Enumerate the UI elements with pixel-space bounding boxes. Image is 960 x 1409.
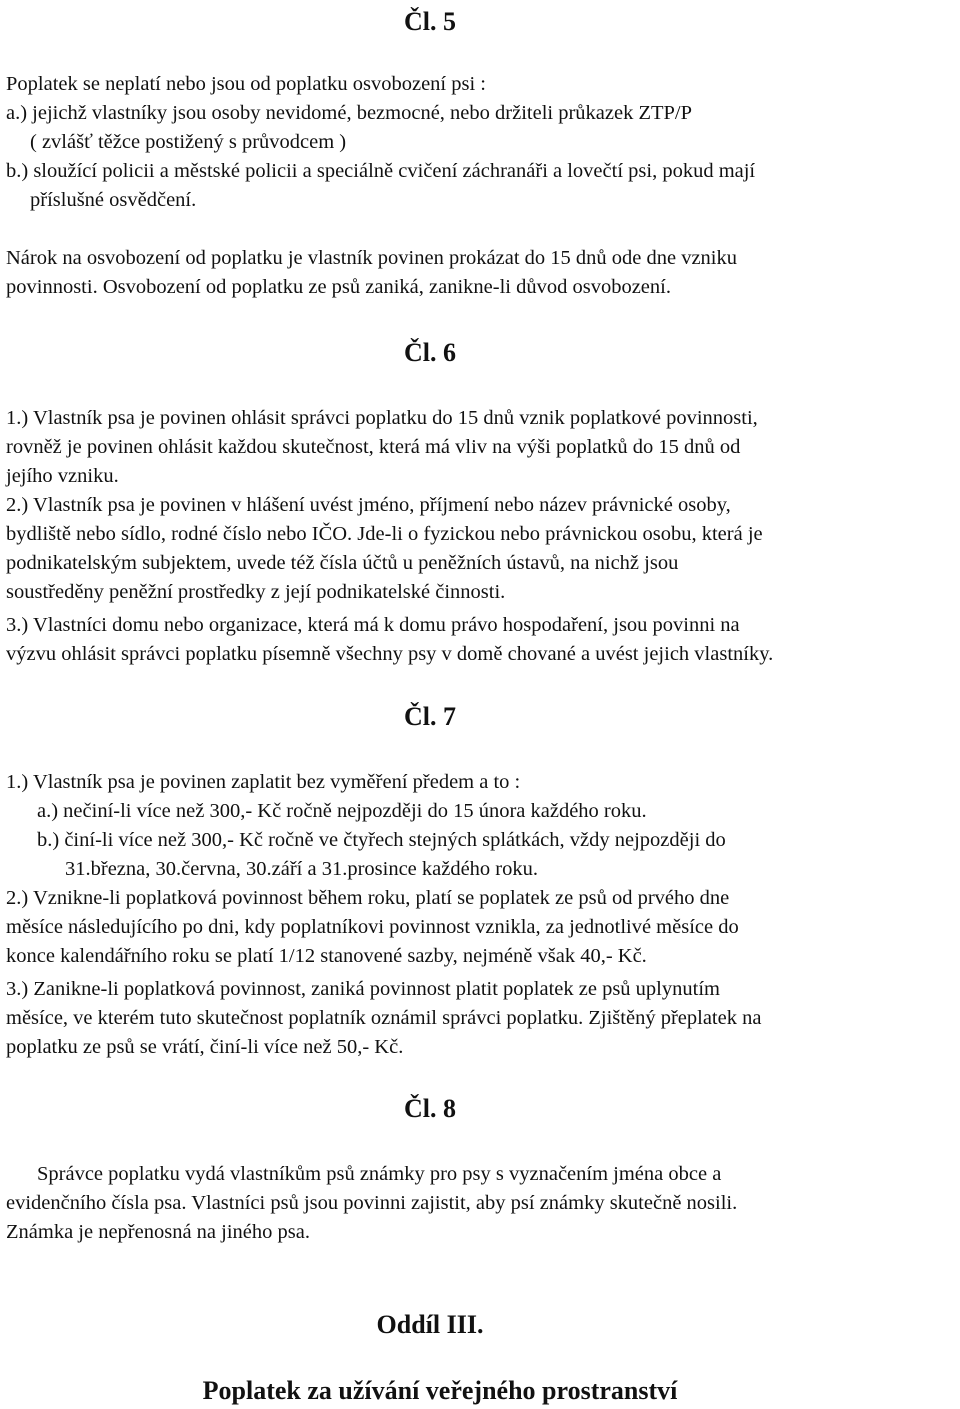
article-7-heading: Čl. 7 bbox=[404, 702, 456, 731]
art7-line: měsíce, ve kterém tuto skutečnost poplatník oznámil správci poplatku. Zjištěný přeplatek na bbox=[6, 1007, 762, 1029]
art7-line: měsíce následujícího po dni, kdy poplatníkovi povinnost vznikla, za jednotlivé měsíce do bbox=[6, 916, 739, 938]
art6-line: výzvu ohlásit správci poplatku písemně všechny psy v domě chované a uvést jejich vlastníky. bbox=[6, 643, 774, 665]
art7-item-1b-cont: 31.března, 30.června, 30.září a 31.prosince každého roku. bbox=[65, 858, 539, 880]
article-5-heading: Čl. 5 bbox=[404, 7, 456, 36]
section-heading: Oddíl III. bbox=[376, 1310, 484, 1339]
art6-line: 3.) Vlastníci domu nebo organizace, která má k domu právo hospodaření, jsou povinni na bbox=[6, 614, 740, 636]
art6-line: bydliště nebo sídlo, rodné číslo nebo IČO. Jde-li o fyzickou nebo právnickou osobu, která je bbox=[6, 523, 763, 545]
art7-item-1: 1.) Vlastník psa je povinen zaplatit bez vyměření předem a to : bbox=[6, 771, 521, 793]
art6-line: soustředěny peněžní prostředky z její podnikatelské činnosti. bbox=[6, 581, 506, 603]
art7-item-1a: a.) nečiní-li více než 300,- Kč ročně nejpozději do 15 února každého roku. bbox=[37, 800, 647, 822]
section-title: Poplatek za užívání veřejného prostranství bbox=[202, 1376, 678, 1405]
art5-item-b: b.) sloužící policii a městské policii a speciálně cvičení záchranáři a lovečtí psi, pokud mají bbox=[6, 160, 756, 182]
art6-line: 1.) Vlastník psa je povinen ohlásit správci poplatku do 15 dnů vznik poplatkové povinnosti, bbox=[6, 407, 758, 429]
art8-line-1: Správce poplatku vydá vlastníkům psů známky pro psy s vyznačením jména obce a bbox=[37, 1163, 722, 1185]
art6-line: rovněž je povinen ohlásit každou skutečnost, která má vliv na výši poplatků do 15 dnů od bbox=[6, 436, 741, 458]
art8-line-2: evidenčního čísla psa. Vlastníci psů jsou povinni zajistit, aby psí známky skutečně nosili. bbox=[6, 1192, 738, 1214]
art5-item-a-cont: ( zvlášť těžce postižený s průvodcem ) bbox=[30, 131, 347, 153]
art8-line-3: Známka je nepřenosná na jiného psa. bbox=[6, 1221, 310, 1243]
art5-paragraph-line-2: povinnosti. Osvobození od poplatku ze psů zaniká, zanikne-li důvod osvobození. bbox=[6, 276, 671, 298]
art6-line: jejího vzniku. bbox=[6, 465, 119, 487]
art7-line: poplatku ze psů se vrátí, činí-li více než 50,- Kč. bbox=[6, 1036, 404, 1058]
art5-item-a: a.) jejichž vlastníky jsou osoby nevidomé, bezmocné, nebo držiteli průkazek ZTP/P bbox=[6, 102, 692, 124]
article-8-heading: Čl. 8 bbox=[404, 1094, 456, 1123]
art5-intro: Poplatek se neplatí nebo jsou od poplatku osvobození psi : bbox=[6, 73, 486, 95]
art6-line: podnikatelským subjektem, uvede též čísla účtů u peněžních ústavů, na nichž jsou bbox=[6, 552, 679, 574]
art7-item-1b: b.) činí-li více než 300,- Kč ročně ve čtyřech stejných splátkách, vždy nejpozději do bbox=[37, 829, 726, 851]
art7-line: 3.) Zanikne-li poplatková povinnost, zaniká povinnost platit poplatek ze psů uplynutím bbox=[6, 978, 720, 1000]
art5-paragraph-line-1: Nárok na osvobození od poplatku je vlastník povinen prokázat do 15 dnů ode dne vzniku bbox=[6, 247, 738, 269]
art6-line: 2.) Vlastník psa je povinen v hlášení uvést jméno, příjmení nebo název právnické osoby, bbox=[6, 494, 731, 516]
article-6-heading: Čl. 6 bbox=[404, 338, 456, 367]
art7-line: 2.) Vznikne-li poplatková povinnost během roku, platí se poplatek ze psů od prvého dne bbox=[6, 887, 730, 909]
art5-item-b-cont: příslušné osvědčení. bbox=[30, 189, 197, 211]
art7-line: konce kalendářního roku se platí 1/12 stanovené sazby, nejméně však 40,- Kč. bbox=[6, 945, 647, 967]
